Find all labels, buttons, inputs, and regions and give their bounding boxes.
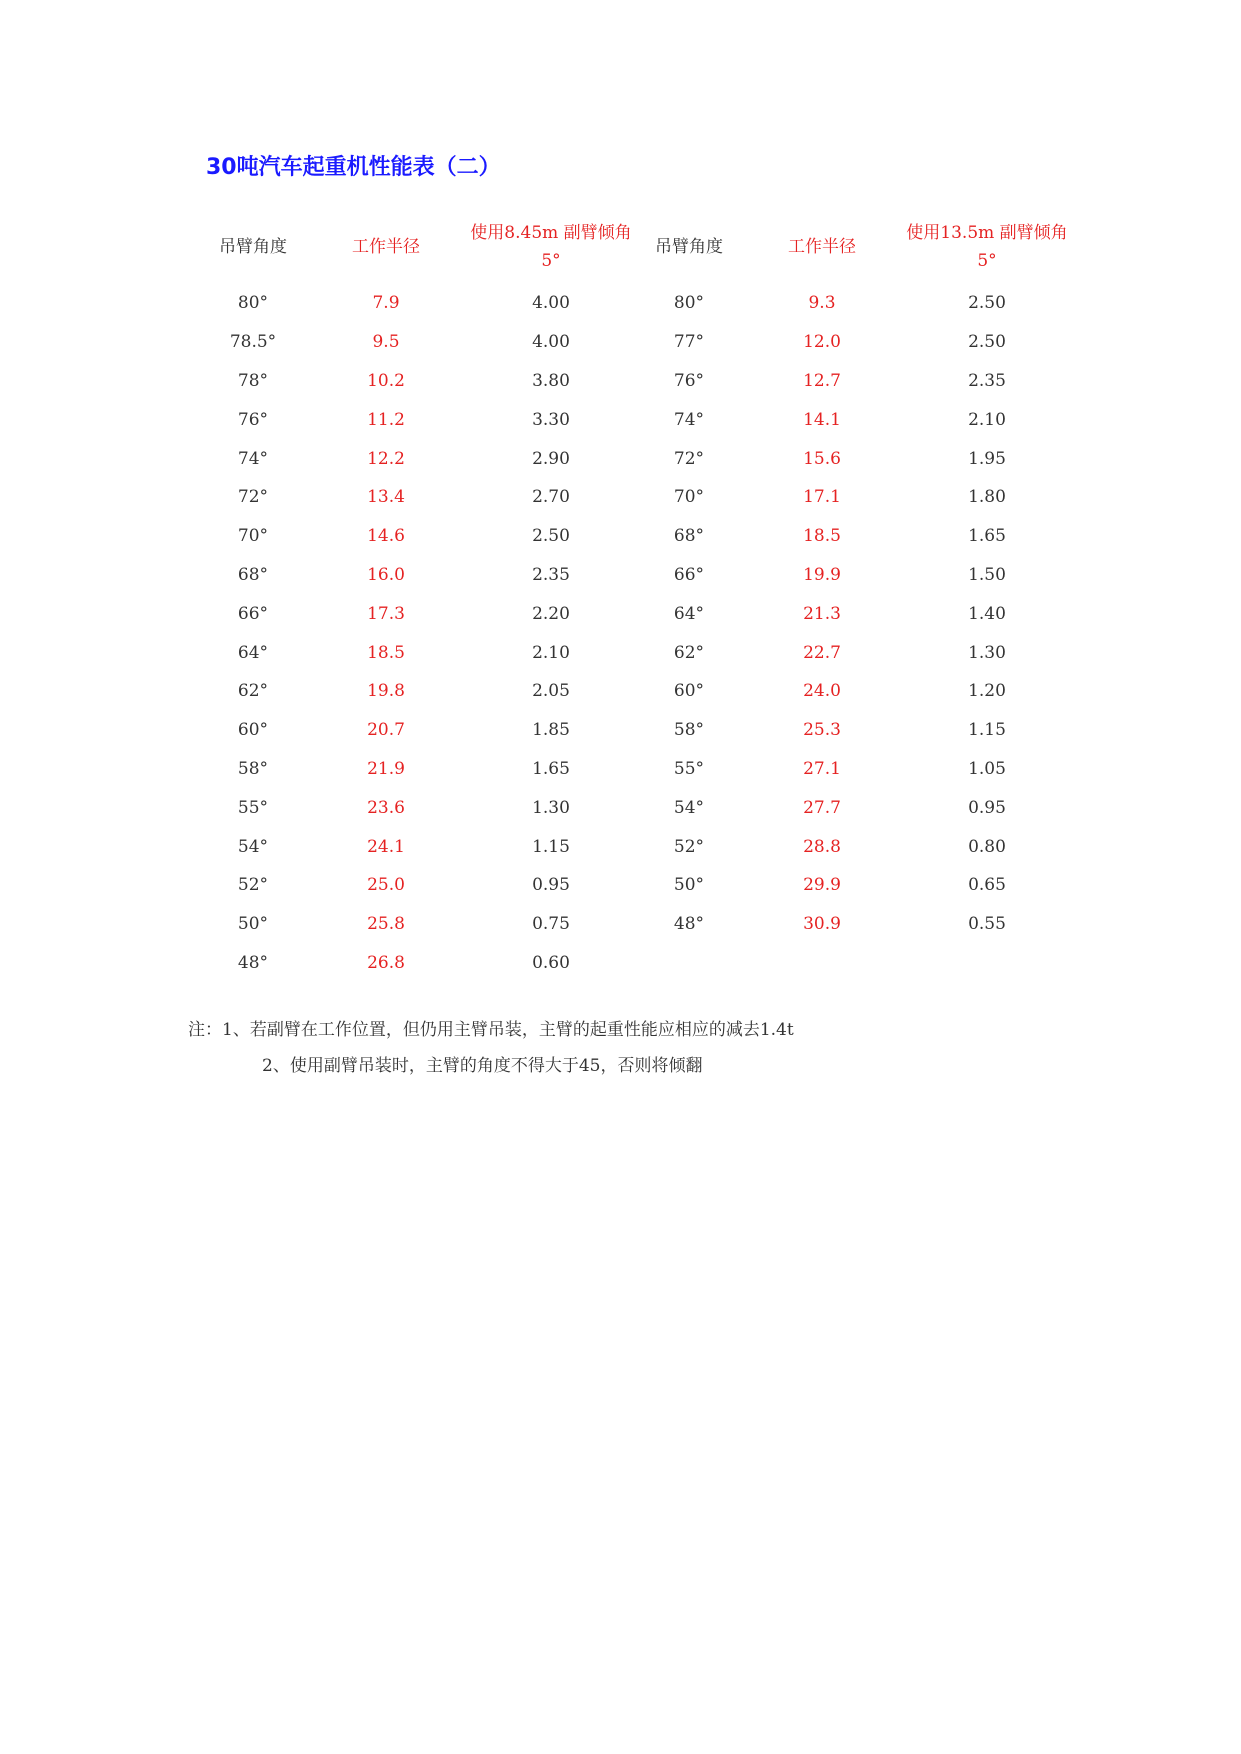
load-jib-8-45m-cell: 2.70 <box>532 487 570 508</box>
notes <box>188 1012 794 1084</box>
working-radius-1-cell: 14.6 <box>367 526 405 547</box>
table-row <box>200 750 1080 789</box>
working-radius-1-cell: 16.0 <box>367 564 405 585</box>
boom-angle-2-cell: 58° <box>673 720 705 741</box>
working-radius-1-cell: 26.8 <box>367 952 405 973</box>
load-jib-8-45m-cell: 2.50 <box>532 526 570 547</box>
table-header-row <box>200 214 1080 280</box>
load-jib-13-5m-cell: 2.35 <box>968 370 1006 391</box>
working-radius-2-cell: 30.9 <box>803 914 841 935</box>
boom-angle-1-cell: 72° <box>237 487 269 508</box>
table-row <box>200 556 1080 595</box>
table-row <box>200 362 1080 401</box>
working-radius-1-cell: 21.9 <box>367 758 405 779</box>
header-jib-13-5m <box>902 219 1072 275</box>
header-working-radius-1: 工作半径 <box>352 236 420 257</box>
table-row <box>200 633 1080 672</box>
boom-angle-2-cell: 50° <box>673 875 705 896</box>
boom-angle-2-cell: 62° <box>673 642 705 663</box>
load-jib-13-5m-cell: 2.10 <box>968 409 1006 430</box>
table-row <box>200 866 1080 905</box>
working-radius-2-cell: 29.9 <box>803 875 841 896</box>
working-radius-2-cell: 27.7 <box>803 797 841 818</box>
boom-angle-1-cell: 55° <box>237 797 269 818</box>
boom-angle-2-cell: 80° <box>673 293 705 314</box>
load-jib-8-45m-cell: 2.20 <box>532 603 570 624</box>
load-jib-13-5m-cell: 1.15 <box>968 720 1006 741</box>
boom-angle-1-cell: 74° <box>237 448 269 469</box>
working-radius-2-cell: 21.3 <box>803 603 841 624</box>
working-radius-1-cell: 12.2 <box>367 448 405 469</box>
load-jib-8-45m-cell: 4.00 <box>532 332 570 353</box>
working-radius-1-cell: 20.7 <box>367 720 405 741</box>
load-jib-13-5m-cell: 1.30 <box>968 642 1006 663</box>
boom-angle-2-cell: 76° <box>673 370 705 391</box>
load-jib-8-45m-cell: 0.75 <box>532 914 570 935</box>
load-jib-8-45m-cell: 2.90 <box>532 448 570 469</box>
boom-angle-2-cell: 70° <box>673 487 705 508</box>
load-jib-8-45m-cell: 4.00 <box>532 293 570 314</box>
table-body <box>200 284 1080 982</box>
working-radius-2-cell: 25.3 <box>803 720 841 741</box>
working-radius-2-cell: 12.0 <box>803 332 841 353</box>
header-working-radius-2: 工作半径 <box>788 236 856 257</box>
working-radius-1-cell: 9.5 <box>372 332 400 353</box>
load-jib-13-5m-cell: 1.20 <box>968 681 1006 702</box>
load-jib-13-5m-cell: 1.05 <box>968 758 1006 779</box>
load-jib-8-45m-cell: 2.35 <box>532 564 570 585</box>
working-radius-1-cell: 17.3 <box>367 603 405 624</box>
load-jib-8-45m-cell: 2.05 <box>532 681 570 702</box>
header-jib-8-45m-line1: 使用8.45m 副臂倾角 <box>470 222 632 243</box>
working-radius-2-cell: 12.7 <box>803 370 841 391</box>
header-boom-angle-2: 吊臂角度 <box>655 236 723 257</box>
header-jib-13-5m-line1: 使用13.5m 副臂倾角 <box>906 222 1068 243</box>
working-radius-1-cell: 7.9 <box>372 293 400 314</box>
working-radius-2-cell: 15.6 <box>803 448 841 469</box>
working-radius-1-cell: 13.4 <box>367 487 405 508</box>
boom-angle-2-cell: 55° <box>673 758 705 779</box>
crane-performance-table <box>200 214 1080 982</box>
working-radius-1-cell: 25.0 <box>367 875 405 896</box>
boom-angle-1-cell: 66° <box>237 603 269 624</box>
load-jib-8-45m-cell: 3.30 <box>532 409 570 430</box>
load-jib-8-45m-cell: 0.60 <box>532 952 570 973</box>
table-row <box>200 400 1080 439</box>
boom-angle-2-cell: 66° <box>673 564 705 585</box>
working-radius-2-cell: 27.1 <box>803 758 841 779</box>
table-row <box>200 711 1080 750</box>
boom-angle-1-cell: 80° <box>237 293 269 314</box>
header-jib-13-5m-line2: 5° <box>977 251 997 271</box>
table-row <box>200 323 1080 362</box>
boom-angle-2-cell: 64° <box>673 603 705 624</box>
load-jib-13-5m-cell: 0.95 <box>968 797 1006 818</box>
boom-angle-2-cell: 72° <box>673 448 705 469</box>
working-radius-2-cell: 22.7 <box>803 642 841 663</box>
header-jib-8-45m <box>466 219 636 275</box>
load-jib-13-5m-cell: 1.40 <box>968 603 1006 624</box>
boom-angle-2-cell: 52° <box>673 836 705 857</box>
table-row <box>200 478 1080 517</box>
boom-angle-1-cell: 54° <box>237 836 269 857</box>
working-radius-2-cell: 9.3 <box>808 293 836 314</box>
boom-angle-2-cell: 54° <box>673 797 705 818</box>
load-jib-13-5m-cell: 0.55 <box>968 914 1006 935</box>
working-radius-1-cell: 18.5 <box>367 642 405 663</box>
load-jib-13-5m-cell: 1.50 <box>968 564 1006 585</box>
working-radius-2-cell: 17.1 <box>803 487 841 508</box>
header-jib-8-45m-line2: 5° <box>541 251 561 271</box>
load-jib-8-45m-cell: 3.80 <box>532 370 570 391</box>
boom-angle-1-cell: 50° <box>237 914 269 935</box>
load-jib-8-45m-cell: 0.95 <box>532 875 570 896</box>
working-radius-1-cell: 10.2 <box>367 370 405 391</box>
header-boom-angle-1: 吊臂角度 <box>219 236 287 257</box>
working-radius-2-cell: 24.0 <box>803 681 841 702</box>
table-row <box>200 517 1080 556</box>
working-radius-2-cell: 28.8 <box>803 836 841 857</box>
boom-angle-1-cell: 62° <box>237 681 269 702</box>
table-row <box>200 788 1080 827</box>
working-radius-1-cell: 24.1 <box>367 836 405 857</box>
note-1: 注：1、若副臂在工作位置，但仍用主臂吊装，主臂的起重性能应相应的减去1.4t <box>188 1020 794 1040</box>
table-row <box>200 827 1080 866</box>
boom-angle-1-cell: 70° <box>237 526 269 547</box>
load-jib-8-45m-cell: 1.85 <box>532 720 570 741</box>
load-jib-13-5m-cell: 1.65 <box>968 526 1006 547</box>
load-jib-13-5m-cell: 2.50 <box>968 332 1006 353</box>
load-jib-13-5m-cell: 1.95 <box>968 448 1006 469</box>
working-radius-2-cell: 18.5 <box>803 526 841 547</box>
load-jib-8-45m-cell: 2.10 <box>532 642 570 663</box>
working-radius-1-cell: 11.2 <box>367 409 405 430</box>
boom-angle-1-cell: 58° <box>237 758 269 779</box>
load-jib-8-45m-cell: 1.65 <box>532 758 570 779</box>
working-radius-1-cell: 19.8 <box>367 681 405 702</box>
boom-angle-1-cell: 68° <box>237 564 269 585</box>
table-row <box>200 944 1080 983</box>
load-jib-8-45m-cell: 1.15 <box>532 836 570 857</box>
table-row <box>200 905 1080 944</box>
boom-angle-2-cell: 60° <box>673 681 705 702</box>
boom-angle-2-cell: 48° <box>673 914 705 935</box>
load-jib-13-5m-cell: 2.50 <box>968 293 1006 314</box>
table-row <box>200 284 1080 323</box>
load-jib-8-45m-cell: 1.30 <box>532 797 570 818</box>
table-row <box>200 672 1080 711</box>
load-jib-13-5m-cell: 0.65 <box>968 875 1006 896</box>
table-row <box>200 594 1080 633</box>
working-radius-1-cell: 25.8 <box>367 914 405 935</box>
note-2: 2、使用副臂吊装时，主臂的角度不得大于45，否则将倾翻 <box>262 1056 703 1076</box>
boom-angle-1-cell: 60° <box>237 720 269 741</box>
boom-angle-1-cell: 48° <box>237 952 269 973</box>
boom-angle-1-cell: 64° <box>237 642 269 663</box>
boom-angle-1-cell: 78.5° <box>229 332 277 353</box>
working-radius-2-cell: 14.1 <box>803 409 841 430</box>
boom-angle-1-cell: 76° <box>237 409 269 430</box>
boom-angle-1-cell: 78° <box>237 370 269 391</box>
working-radius-2-cell: 19.9 <box>803 564 841 585</box>
boom-angle-2-cell: 74° <box>673 409 705 430</box>
load-jib-13-5m-cell: 0.80 <box>968 836 1006 857</box>
working-radius-1-cell: 23.6 <box>367 797 405 818</box>
table-row <box>200 439 1080 478</box>
boom-angle-2-cell: 68° <box>673 526 705 547</box>
page-title: 30吨汽车起重机性能表（二） <box>206 155 501 180</box>
boom-angle-2-cell: 77° <box>673 332 705 353</box>
boom-angle-1-cell: 52° <box>237 875 269 896</box>
load-jib-13-5m-cell: 1.80 <box>968 487 1006 508</box>
